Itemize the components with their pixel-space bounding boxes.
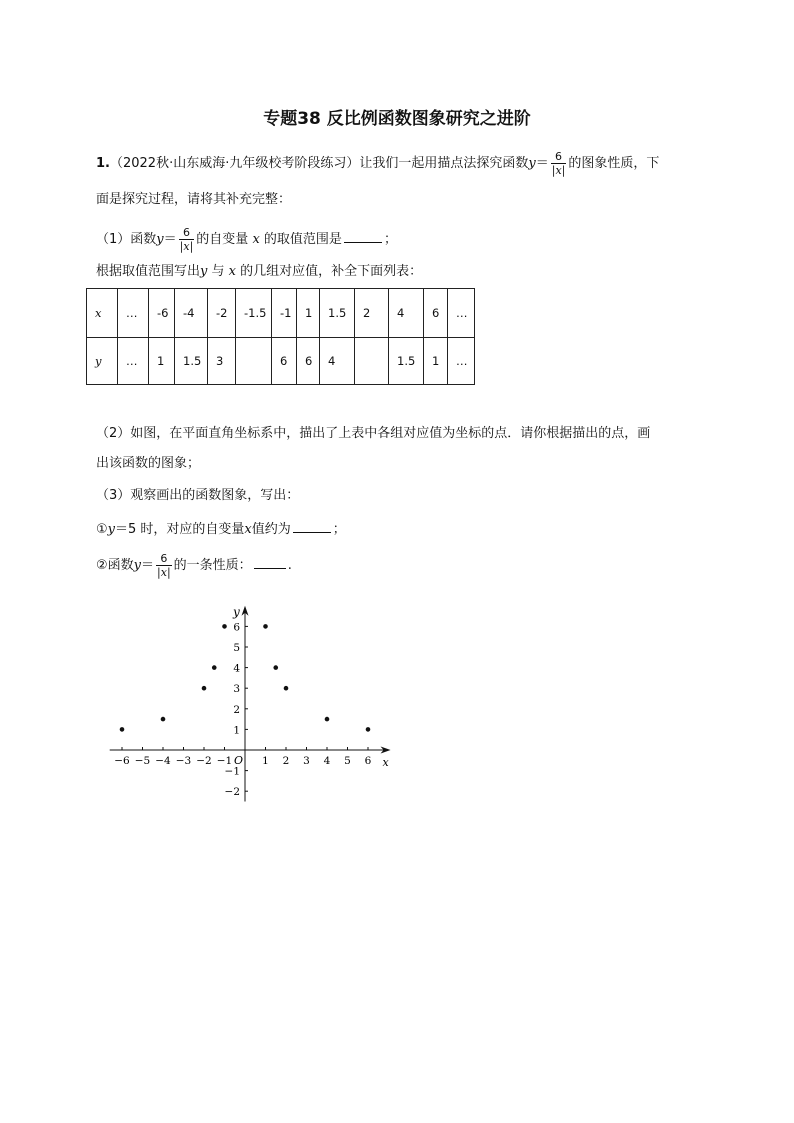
data-point (366, 727, 371, 732)
function-y: y (133, 558, 142, 573)
table-cell: 2 (355, 289, 389, 338)
table-cell: … (118, 338, 149, 385)
x-tick-label: −6 (114, 755, 130, 767)
table-cell: … (448, 289, 475, 338)
subquestion-2-end: . (287, 558, 292, 573)
function-y: y (528, 156, 536, 171)
x-tick-label: −4 (155, 755, 171, 767)
x-tick-label: −5 (134, 755, 151, 767)
x-tick-label: 2 (282, 755, 290, 767)
table-cell: 1 (424, 338, 448, 385)
table-cell: 1.5 (175, 338, 208, 385)
data-point (325, 717, 330, 722)
subquestion-1-text-a: ＝5 时，对应的自变量 (115, 522, 245, 537)
data-point (222, 624, 227, 629)
x-axis-label: x (382, 756, 389, 769)
answer-blank[interactable] (344, 228, 382, 243)
table-intro-c: 的几组对应值，补全下面列表： (240, 264, 423, 279)
fraction-denominator: |x| (551, 164, 566, 177)
table-cell-empty[interactable] (236, 338, 272, 385)
x-tick-label: 6 (364, 755, 372, 767)
subquestion-1-line (96, 518, 346, 540)
table-cell: 4 (389, 289, 424, 338)
question-1-line-2: 面是探究过程，请将其补充完整： (96, 192, 292, 207)
y-tick-label: 6 (233, 621, 240, 634)
table-row-y (87, 338, 475, 385)
question-1-line-1 (96, 150, 659, 177)
part-1-text-b: 的自变量 (196, 232, 249, 247)
table-cell: -4 (175, 289, 208, 338)
variable-x: x (252, 232, 260, 247)
equals-sign: ＝ (141, 558, 155, 573)
data-point (161, 717, 166, 722)
answer-blank[interactable] (293, 518, 331, 533)
part-2-line-2: 出该函数的图象； (96, 456, 201, 471)
table-intro-a: 根据取值范围写出 (96, 264, 201, 279)
subquestion-2-line (96, 552, 292, 579)
circled-two-mark: ② (96, 558, 108, 573)
y-tick-label: 5 (233, 642, 240, 654)
coordinate-plot (100, 598, 410, 813)
variable-y: y (107, 522, 116, 537)
table-cell: … (448, 338, 475, 385)
page-title: 专题38 反比例函数图象研究之进阶 (263, 109, 531, 129)
x-tick-label: 5 (344, 755, 351, 767)
table-cell: … (118, 289, 149, 338)
function-fraction (179, 226, 195, 253)
question-number: 1. (96, 156, 110, 171)
table-row-x (87, 289, 475, 338)
table-cell: 3 (208, 338, 236, 385)
part-1-line (96, 226, 397, 253)
variable-y: y (200, 264, 208, 279)
table-cell: 1 (149, 338, 175, 385)
origin-label: O (234, 754, 244, 767)
y-tick-label: −2 (224, 786, 240, 799)
x-tick-label: −1 (216, 755, 233, 767)
table-cell: 1.5 (389, 338, 424, 385)
x-tick-label: 1 (262, 755, 269, 767)
circled-one-mark: ① (96, 522, 108, 537)
function-fraction (551, 150, 567, 177)
data-point (273, 665, 278, 670)
data-point (120, 727, 125, 732)
function-fraction (156, 552, 172, 579)
table-cell: 4 (320, 338, 355, 385)
table-cell: x (87, 289, 118, 338)
y-tick-label: 2 (233, 703, 240, 716)
equals-sign: ＝ (163, 232, 177, 247)
fraction-denominator: |x| (179, 240, 194, 253)
y-tick-label: 4 (233, 662, 240, 675)
y-tick-label: −1 (224, 765, 240, 778)
equals-sign: ＝ (535, 156, 549, 171)
data-point (212, 665, 217, 670)
function-y: y (156, 232, 164, 247)
y-tick-label: 1 (233, 724, 240, 737)
intro-text-b: 的图象性质，下 (568, 156, 660, 171)
subquestion-1-text-b: 值约为 (251, 522, 291, 537)
fraction-numerator: 6 (179, 226, 195, 240)
table-cell: -2 (208, 289, 236, 338)
table-intro-b: 与 (211, 264, 225, 279)
y-tick-label: 3 (233, 683, 240, 696)
subquestion-2-text-b: 的一条性质： (173, 558, 252, 573)
subquestion-1-end: ； (332, 522, 346, 537)
part-1-text-a: （1）函数 (96, 232, 157, 247)
y-axis-label: y (233, 604, 240, 619)
table-cell: 6 (297, 338, 320, 385)
question-source: （2022秋·山东威海·九年级校考阶段练习） (109, 156, 360, 171)
fraction-numerator: 6 (551, 150, 567, 164)
table-cell: -6 (149, 289, 175, 338)
table-cell-empty[interactable] (355, 338, 389, 385)
table-cell: 6 (424, 289, 448, 338)
table-cell: 1 (297, 289, 320, 338)
table-cell: y (87, 338, 118, 385)
x-tick-label: −2 (196, 755, 212, 767)
value-table (86, 288, 475, 385)
answer-blank[interactable] (254, 554, 286, 569)
data-point (202, 686, 207, 691)
table-cell: 6 (272, 338, 297, 385)
x-tick-label: 3 (303, 755, 310, 767)
subquestion-2-text-a: 函数 (107, 558, 134, 573)
intro-text-a: 让我们一起用描点法探究函数 (359, 156, 529, 171)
x-tick-label: 4 (323, 755, 331, 767)
part-2-line-1: （2）如图，在平面直角坐标系中，描出了上表中各组对应值为坐标的点．请你根据描出的点，画 (96, 426, 651, 441)
fraction-numerator: 6 (156, 552, 172, 566)
variable-x: x (244, 522, 252, 537)
fraction-denominator: |x| (157, 566, 171, 579)
table-cell: 1.5 (320, 289, 355, 338)
table-cell: -1 (272, 289, 297, 338)
part-3-line: （3）观察画出的函数图象，写出： (96, 488, 300, 503)
table-intro-line (96, 262, 422, 282)
data-point (284, 686, 289, 691)
data-point (263, 624, 268, 629)
table-cell: -1.5 (236, 289, 272, 338)
x-tick-label: −3 (175, 755, 192, 767)
variable-x: x (228, 264, 237, 279)
part-1-text-c: 的取值范围是 (263, 232, 342, 247)
part-1-end: ； (383, 232, 397, 247)
